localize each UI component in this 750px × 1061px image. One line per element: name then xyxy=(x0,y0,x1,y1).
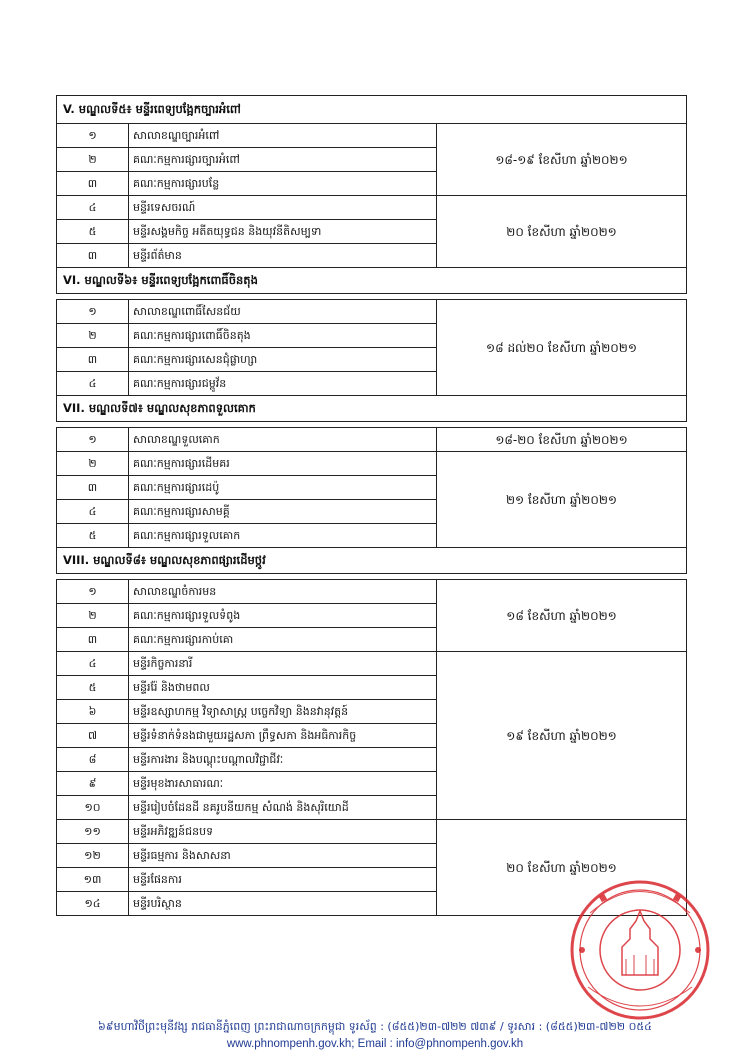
date-cell: ២០ ខែសីហា ឆ្នាំ២០២១ xyxy=(437,196,687,268)
row-number: ១ xyxy=(57,428,129,452)
row-name: មន្ទីរការងារ និងបណ្ដុះបណ្ដាលវិជ្ជាជីវៈ xyxy=(129,748,437,772)
schedule-table xyxy=(56,95,687,916)
section-title: VI. មណ្ឌលទី៦៖ មន្ទីរពេទ្យបង្អែកពោធិ៍ចិនតុង xyxy=(57,268,687,294)
row-name: គណៈកម្មការផ្សារសេនជុំផ្លាហ្សា xyxy=(129,348,437,372)
row-number: ៧ xyxy=(57,724,129,748)
footer-address: ៦៩មហាវិថីព្រះមុនីវង្ស រាជធានីភ្នំពេញ ព្រះរាជាណាចក្រកម្ពុជា ទូរស័ព្ទ : (៨៥៥)២៣-៧២២ ៧៣៩ / ទូរសារ : (៨៥៥)២៣-៧២២ ០៥៤ xyxy=(98,1020,652,1033)
row-number: ៦ xyxy=(57,700,129,724)
date-cell: ២០ ខែសីហា ឆ្នាំ២០២១ xyxy=(437,820,687,916)
row-name: មន្ទីរកិច្ចការនារី xyxy=(129,652,437,676)
table-row xyxy=(57,428,687,452)
section-title: VII. មណ្ឌលទី៧៖ មណ្ឌលសុខភាពទួលគោក xyxy=(57,396,687,422)
date-cell: ១៨ ដល់២០ ខែសីហា ឆ្នាំ២០២១ xyxy=(437,300,687,396)
row-number: ៥ xyxy=(57,524,129,548)
table-row xyxy=(57,652,687,676)
row-name: សាលាខណ្ឌទួលគោក xyxy=(129,428,437,452)
date-cell: ២១ ខែសីហា ឆ្នាំ២០២១ xyxy=(437,452,687,548)
row-name: គណៈកម្មការផ្សារពោធិ៍ចិនតុង xyxy=(129,324,437,348)
row-number: ១១ xyxy=(57,820,129,844)
table-row xyxy=(57,452,687,476)
row-number: ២ xyxy=(57,324,129,348)
row-name: មន្ទីរសង្គមកិច្ច អតីតយុទ្ធជន និងយុវនីតិសម្បទា xyxy=(129,220,437,244)
row-number: ៤ xyxy=(57,652,129,676)
row-number: ២ xyxy=(57,148,129,172)
row-number: ១ xyxy=(57,124,129,148)
row-number: ៤ xyxy=(57,500,129,524)
row-number: ៣ xyxy=(57,348,129,372)
row-number: ១២ xyxy=(57,844,129,868)
row-number: ៩ xyxy=(57,772,129,796)
row-number: ៤ xyxy=(57,196,129,220)
row-number: ៨ xyxy=(57,748,129,772)
row-name: គណៈកម្មការផ្សារសាមគ្គី xyxy=(129,500,437,524)
row-number: ៣ xyxy=(57,628,129,652)
date-cell: ១៨-២០ ខែសីហា ឆ្នាំ២០២១ xyxy=(437,428,687,452)
row-name: មន្ទីរទំនាក់ទំនងជាមួយរដ្ឋសភា ព្រឹទ្ធសភា និងអធិការកិច្ច xyxy=(129,724,437,748)
row-name: គណៈកម្មការផ្សារទួលគោក xyxy=(129,524,437,548)
row-number: ១៣ xyxy=(57,868,129,892)
row-name: មន្ទីរមុខងារសាធារណៈ xyxy=(129,772,437,796)
table-row xyxy=(57,124,687,148)
row-name: មន្ទីរទេសចរណ៍ xyxy=(129,196,437,220)
footer-web-email: www.phnompenh.gov.kh; Email : info@phnompenh.gov.kh xyxy=(226,1038,524,1050)
row-name: សាលាខណ្ឌច្បារអំពៅ xyxy=(129,124,437,148)
row-name: គណៈកម្មការផ្សារជម្ពូវ័ន xyxy=(129,372,437,396)
row-number: ៣ xyxy=(57,172,129,196)
date-cell: ១៩ ខែសីហា ឆ្នាំ២០២១ xyxy=(437,652,687,820)
row-number: ២ xyxy=(57,604,129,628)
row-name: មន្ទីរព័ត៌មាន xyxy=(129,244,437,268)
row-number: ១ xyxy=(57,300,129,324)
row-name: គណៈកម្មការផ្សារកាប់គោ xyxy=(129,628,437,652)
section-title: V. មណ្ឌលទី៥៖ មន្ទីរពេទ្យបង្អែកច្បារអំពៅ xyxy=(57,96,687,124)
row-number: ២ xyxy=(57,452,129,476)
table-row xyxy=(57,820,687,844)
section-header-row xyxy=(57,396,687,422)
section-header-row xyxy=(57,268,687,294)
official-seal xyxy=(560,875,720,1025)
row-name: មន្ទីរផែនការ xyxy=(129,868,437,892)
row-number: ៥ xyxy=(57,676,129,700)
section-header-row xyxy=(57,548,687,574)
section-header-row xyxy=(57,96,687,124)
row-number: ១០ xyxy=(57,796,129,820)
table-row xyxy=(57,580,687,604)
row-name: មន្ទីររៀបចំដែនដី នគរូបនីយកម្ម សំណង់ និងសុរិយោដី xyxy=(129,796,437,820)
row-name: គណៈកម្មការផ្សារដើមគរ xyxy=(129,452,437,476)
row-name: សាលាខណ្ឌពោធិ៍សែនជ័យ xyxy=(129,300,437,324)
row-name: គណៈកម្មការផ្សារច្បារអំពៅ xyxy=(129,148,437,172)
row-name: មន្ទីរឧស្សាហកម្ម វិទ្យាសាស្ត្រ បច្ចេកវិទ្យា និងនវានុវត្តន៍ xyxy=(129,700,437,724)
date-cell: ១៨-១៩ ខែសីហា ឆ្នាំ២០២១ xyxy=(437,124,687,196)
row-name: គណៈកម្មការផ្សារបន្លែ xyxy=(129,172,437,196)
section-title: VIII. មណ្ឌលទី៨៖ មណ្ឌលសុខភាពផ្សារដើមថ្កូវ xyxy=(57,548,687,574)
row-number: ១៤ xyxy=(57,892,129,916)
row-name: មន្ទីរធម្មការ និងសាសនា xyxy=(129,844,437,868)
row-name: គណៈកម្មការផ្សារដេប៉ូ xyxy=(129,476,437,500)
table-row xyxy=(57,300,687,324)
row-number: ៥ xyxy=(57,220,129,244)
row-name: មន្ទីរបរិស្ថាន xyxy=(129,892,437,916)
row-number: ៣ xyxy=(57,244,129,268)
row-name: មន្ទីរអភិវឌ្ឍន៍ជនបទ xyxy=(129,820,437,844)
row-number: ៤ xyxy=(57,372,129,396)
row-name: មន្ទីររ៉ែ និងថាមពល xyxy=(129,676,437,700)
row-name: គណៈកម្មការផ្សារទួលទំពូង xyxy=(129,604,437,628)
date-cell: ១៨ ខែសីហា ឆ្នាំ២០២១ xyxy=(437,580,687,652)
row-number: ៣ xyxy=(57,476,129,500)
row-name: សាលាខណ្ឌចំការមន xyxy=(129,580,437,604)
table-row xyxy=(57,196,687,220)
row-number: ១ xyxy=(57,580,129,604)
